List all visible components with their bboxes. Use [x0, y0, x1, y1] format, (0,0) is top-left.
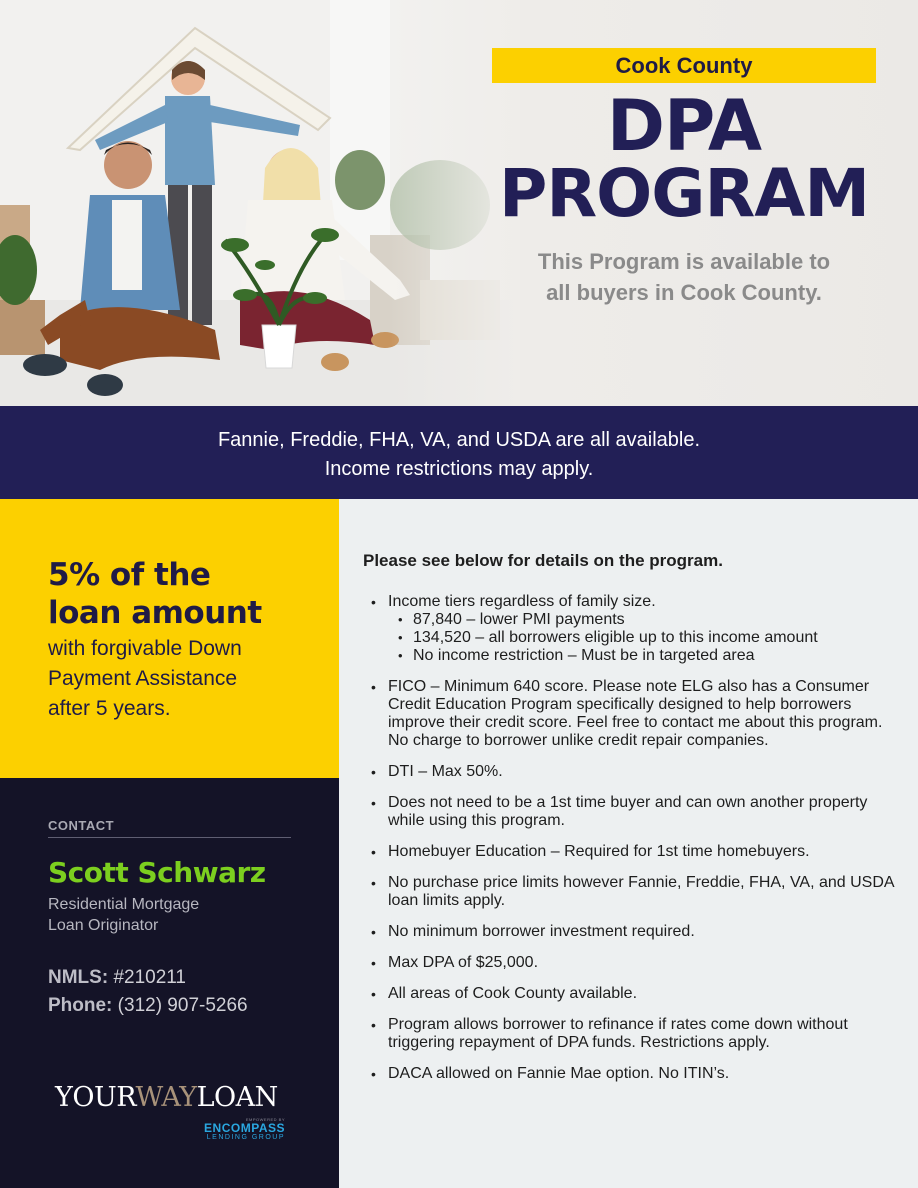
income-tier-item: • 134,520 – all borrowers eligible up to this income amount — [388, 629, 894, 647]
income-tiers-list — [388, 611, 894, 665]
page-title — [492, 85, 876, 232]
contact-nmls — [48, 964, 291, 992]
list-item: • Does not need to be a 1st time buyer and can own another property while using this program. — [363, 794, 894, 830]
title-line-2: PROGRAM — [498, 155, 870, 232]
income-tiers-text: Income tiers regardless of family size. — [388, 593, 656, 610]
nmls-label: NMLS: — [48, 967, 109, 988]
promo-headline-line-1: 5% of the — [48, 557, 211, 593]
promo-headline-line-2: loan amount — [48, 595, 262, 631]
family-photo — [0, 0, 520, 406]
list-item: • FICO – Minimum 640 score. Please note ELG also has a Consumer Credit Education Program specifically designed to help borrowers improve their credit score. Feel free to contact me about this program. No charge to borrower unlike credit repair companies. — [363, 678, 894, 750]
logo-brand: ENCOMPASS — [204, 1121, 285, 1135]
contact-phone[interactable] — [48, 992, 291, 1020]
program-details — [339, 499, 918, 1188]
list-item: • Max DPA of $25,000. — [363, 954, 894, 972]
promo-panel — [0, 499, 339, 778]
contact-label: CONTACT — [48, 818, 291, 838]
list-item: • No minimum borrower investment required. — [363, 923, 894, 941]
list-item: • Program allows borrower to refinance if rates come down without triggering repayment of DPA funds. Restrictions apply. — [363, 1016, 894, 1052]
logo-part-your: YOUR — [55, 1082, 136, 1113]
encompass-logo — [204, 1117, 285, 1141]
list-item: • Homebuyer Education – Required for 1st time homebuyers. — [363, 843, 894, 861]
income-tier-item: • 87,840 – lower PMI payments — [388, 611, 894, 629]
nmls-value: #210211 — [113, 967, 186, 988]
list-item: • No purchase price limits however Fannie, Freddie, FHA, VA, and USDA loan limits apply. — [363, 874, 894, 910]
list-item: • All areas of Cook County available. — [363, 985, 894, 1003]
logo-part-way: WAY — [135, 1082, 197, 1113]
hero-subtitle-line-2: all buyers in Cook County. — [546, 280, 822, 305]
contact-role — [48, 894, 291, 936]
promo-body-line-2: Payment Assistance — [48, 667, 238, 690]
contact-name: Scott Schwarz — [48, 856, 266, 889]
yourwayloan-logo — [55, 1082, 287, 1146]
promo-body — [48, 634, 319, 724]
county-badge: Cook County — [492, 48, 876, 83]
title-line-1: DPA — [606, 85, 762, 167]
logo-powered: EMPOWERED BY — [245, 1117, 285, 1122]
contact-role-line-1: Residential Mortgage — [48, 896, 200, 913]
promo-body-line-3: after 5 years. — [48, 697, 171, 720]
list-item: • DACA allowed on Fannie Mae option. No ITIN’s. — [363, 1065, 894, 1083]
promo-body-line-1: with forgivable Down — [48, 637, 242, 660]
banner-line-1: Fannie, Freddie, FHA, VA, and USDA are all available. — [217, 429, 701, 451]
details-intro: Please see below for details on the program. — [363, 551, 723, 570]
logo-brand-sub: LENDING GROUP — [206, 1134, 285, 1141]
contact-role-line-2: Loan Originator — [48, 917, 159, 934]
income-tier-item: • No income restriction – Must be in targeted area — [388, 647, 894, 665]
phone-value[interactable]: (312) 907-5266 — [117, 995, 248, 1016]
logo-part-loan: LOAN — [196, 1082, 278, 1113]
loan-types-banner — [0, 406, 918, 499]
list-item: • DTI – Max 50%. — [363, 763, 894, 781]
hero-subtitle — [492, 246, 876, 308]
logo-wordmark — [55, 1082, 287, 1113]
list-item — [363, 593, 894, 665]
hero-section — [0, 0, 918, 406]
phone-label: Phone: — [48, 995, 113, 1016]
hero-subtitle-line-1: This Program is available to — [537, 249, 831, 274]
banner-line-2: Income restrictions may apply. — [324, 458, 594, 480]
promo-headline — [48, 556, 319, 632]
details-list — [363, 593, 894, 1083]
